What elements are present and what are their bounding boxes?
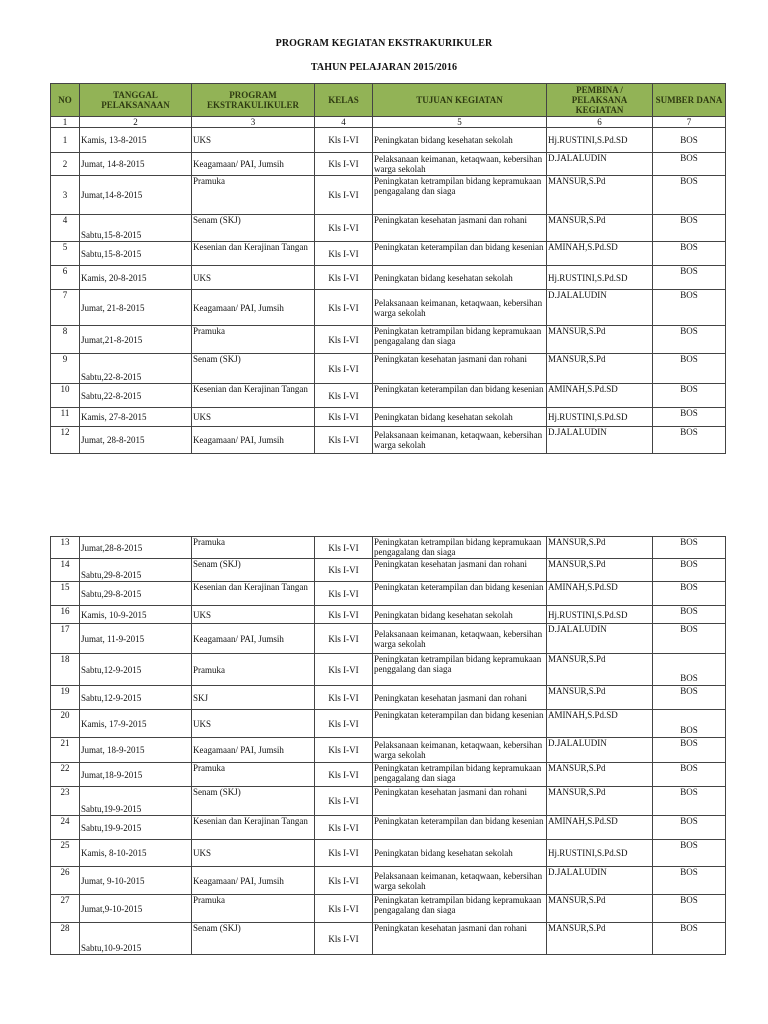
row-tujuan: Pelaksanaan keimanan, ketaqwaan, kebersihan warga sekolah: [373, 738, 547, 763]
row-tujuan: Peningkatan ketrampilan bidang kepramukaan pengagalang dan siaga: [373, 326, 547, 354]
table-body-part1: [51, 128, 726, 454]
row-tujuan: Pelaksanaan keimanan, ketaqwaan, kebersihan warga sekolah: [373, 153, 547, 176]
row-pembina: MANSUR,S.Pd: [547, 176, 653, 215]
table-row: [51, 384, 726, 408]
row-program: Kesenian dan Kerajinan Tangan: [192, 242, 315, 266]
row-pembina: MANSUR,S.Pd: [547, 215, 653, 242]
row-tanggal: Sabtu,29-8-2015: [80, 582, 192, 606]
row-program: Senam (SKJ): [192, 354, 315, 384]
row-program: Senam (SKJ): [192, 923, 315, 955]
row-kelas: Kls I-VI: [315, 710, 373, 738]
row-pembina: AMINAH,S.Pd.SD: [547, 710, 653, 738]
row-kelas: Kls I-VI: [315, 686, 373, 710]
table-row: [51, 763, 726, 787]
row-program: Kesenian dan Kerajinan Tangan: [192, 816, 315, 840]
row-tujuan: Peningkatan bidang kesehatan sekolah: [373, 840, 547, 867]
row-tujuan: Pelaksanaan keimanan, ketaqwaan, kebersihan warga sekolah: [373, 624, 547, 654]
row-tujuan: Pelaksanaan keimanan, ketaqwaan, kebersihan warga sekolah: [373, 867, 547, 895]
row-tujuan: Peningkatan kesehatan jasmani dan rohani: [373, 923, 547, 955]
row-tanggal: Jumat, 18-9-2015: [80, 738, 192, 763]
row-kelas: Kls I-VI: [315, 242, 373, 266]
row-tujuan: Peningkatan keterampilan dan bidang kesenian: [373, 242, 547, 266]
header-no: NO: [51, 84, 80, 117]
row-tujuan: Peningkatan kesehatan jasmani dan rohani: [373, 686, 547, 710]
row-program: Pramuka: [192, 895, 315, 923]
table-row: [51, 326, 726, 354]
row-pembina: MANSUR,S.Pd: [547, 895, 653, 923]
row-tujuan: Peningkatan keterampilan dan bidang kesenian: [373, 710, 547, 738]
row-sumber-dana: BOS: [653, 606, 726, 624]
row-tanggal: Jumat, 9-10-2015: [80, 867, 192, 895]
row-tanggal: Jumat,21-8-2015: [80, 326, 192, 354]
row-sumber-dana: BOS: [653, 354, 726, 384]
row-number: 21: [51, 738, 80, 763]
row-tanggal: Jumat, 28-8-2015: [80, 427, 192, 454]
row-tujuan: Peningkatan bidang kesehatan sekolah: [373, 266, 547, 290]
row-number: 7: [51, 290, 80, 326]
row-kelas: Kls I-VI: [315, 427, 373, 454]
row-pembina: D.JALALUDIN: [547, 153, 653, 176]
row-tujuan: Pelaksanaan keimanan, ketaqwaan, kebersihan warga sekolah: [373, 290, 547, 326]
row-program: Pramuka: [192, 763, 315, 787]
row-number: 26: [51, 867, 80, 895]
column-number: 2: [80, 117, 192, 128]
table-row: [51, 710, 726, 738]
row-tanggal: Sabtu,12-9-2015: [80, 654, 192, 686]
table-row: [51, 559, 726, 582]
row-number: 28: [51, 923, 80, 955]
row-kelas: Kls I-VI: [315, 215, 373, 242]
row-kelas: Kls I-VI: [315, 787, 373, 816]
row-program: UKS: [192, 606, 315, 624]
row-sumber-dana: BOS: [653, 840, 726, 867]
table-row: [51, 840, 726, 867]
row-program: Keagamaan/ PAI, Jumsih: [192, 290, 315, 326]
row-pembina: AMINAH,S.Pd.SD: [547, 384, 653, 408]
table-row: [51, 215, 726, 242]
row-sumber-dana: BOS: [653, 242, 726, 266]
row-kelas: Kls I-VI: [315, 816, 373, 840]
row-tanggal: Jumat,14-8-2015: [80, 176, 192, 215]
row-number: 25: [51, 840, 80, 867]
row-number: 14: [51, 559, 80, 582]
row-number: 1: [51, 128, 80, 153]
column-number: 3: [192, 117, 315, 128]
row-tanggal: Kamis, 17-9-2015: [80, 710, 192, 738]
table-row: [51, 153, 726, 176]
table-row: [51, 242, 726, 266]
row-kelas: Kls I-VI: [315, 290, 373, 326]
row-pembina: MANSUR,S.Pd: [547, 654, 653, 686]
row-pembina: MANSUR,S.Pd: [547, 559, 653, 582]
header-kelas: KELAS: [315, 84, 373, 117]
row-sumber-dana: BOS: [653, 686, 726, 710]
row-tujuan: Peningkatan bidang kesehatan sekolah: [373, 408, 547, 427]
row-number: 9: [51, 354, 80, 384]
row-sumber-dana: BOS: [653, 559, 726, 582]
row-kelas: Kls I-VI: [315, 867, 373, 895]
row-kelas: Kls I-VI: [315, 624, 373, 654]
row-tanggal: Sabtu,19-9-2015: [80, 787, 192, 816]
table-row: [51, 408, 726, 427]
row-tanggal: Kamis, 13-8-2015: [80, 128, 192, 153]
row-pembina: MANSUR,S.Pd: [547, 537, 653, 559]
header-pembina: PEMBINA / PELAKSANA KEGIATAN: [547, 84, 653, 117]
row-kelas: Kls I-VI: [315, 738, 373, 763]
table-row: [51, 654, 726, 686]
row-sumber-dana: BOS: [653, 582, 726, 606]
row-number: 5: [51, 242, 80, 266]
row-sumber-dana: BOS: [653, 710, 726, 738]
row-program: Pramuka: [192, 326, 315, 354]
header-row: [51, 84, 726, 117]
row-program: Pramuka: [192, 654, 315, 686]
column-number: 4: [315, 117, 373, 128]
table-row: [51, 686, 726, 710]
header-tujuan: TUJUAN KEGIATAN: [373, 84, 547, 117]
row-program: Keagamaan/ PAI, Jumsih: [192, 624, 315, 654]
row-program: Kesenian dan Kerajinan Tangan: [192, 384, 315, 408]
row-kelas: Kls I-VI: [315, 266, 373, 290]
row-number: 6: [51, 266, 80, 290]
row-pembina: Hj.RUSTINI,S.Pd.SD: [547, 408, 653, 427]
row-kelas: Kls I-VI: [315, 326, 373, 354]
row-sumber-dana: BOS: [653, 408, 726, 427]
activity-table-part1: [50, 83, 726, 454]
row-tujuan: Peningkatan ketrampilan bidang kepramukaan pengagalang dan siaga: [373, 537, 547, 559]
row-number: 12: [51, 427, 80, 454]
row-program: UKS: [192, 128, 315, 153]
table-row: [51, 895, 726, 923]
row-tujuan: Peningkatan bidang kesehatan sekolah: [373, 606, 547, 624]
row-kelas: Kls I-VI: [315, 606, 373, 624]
row-program: Keagamaan/ PAI, Jumsih: [192, 867, 315, 895]
row-tujuan: Peningkatan ketrampilan bidang kepramukaan pengagalang dan siaga: [373, 895, 547, 923]
table-row: [51, 427, 726, 454]
row-number: 18: [51, 654, 80, 686]
row-tanggal: Jumat, 21-8-2015: [80, 290, 192, 326]
header-tanggal: TANGGAL PELAKSANAAN: [80, 84, 192, 117]
row-kelas: Kls I-VI: [315, 840, 373, 867]
row-number: 10: [51, 384, 80, 408]
row-sumber-dana: BOS: [653, 153, 726, 176]
row-tanggal: Sabtu,29-8-2015: [80, 559, 192, 582]
column-number: 1: [51, 117, 80, 128]
row-pembina: AMINAH,S.Pd.SD: [547, 242, 653, 266]
row-kelas: Kls I-VI: [315, 128, 373, 153]
row-pembina: MANSUR,S.Pd: [547, 326, 653, 354]
row-sumber-dana: BOS: [653, 128, 726, 153]
row-program: UKS: [192, 840, 315, 867]
row-number: 19: [51, 686, 80, 710]
row-tujuan: Peningkatan keterampilan dan bidang kesenian: [373, 582, 547, 606]
row-pembina: Hj.RUSTINI,S.Pd.SD: [547, 128, 653, 153]
row-pembina: Hj.RUSTINI,S.Pd.SD: [547, 606, 653, 624]
row-number: 23: [51, 787, 80, 816]
table-row: [51, 582, 726, 606]
row-kelas: Kls I-VI: [315, 537, 373, 559]
row-number: 4: [51, 215, 80, 242]
row-sumber-dana: BOS: [653, 867, 726, 895]
row-tanggal: Sabtu,15-8-2015: [80, 242, 192, 266]
row-tanggal: Sabtu,12-9-2015: [80, 686, 192, 710]
row-sumber-dana: BOS: [653, 738, 726, 763]
row-pembina: AMINAH,S.Pd.SD: [547, 582, 653, 606]
table-row: [51, 266, 726, 290]
row-kelas: Kls I-VI: [315, 559, 373, 582]
row-number: 17: [51, 624, 80, 654]
row-kelas: Kls I-VI: [315, 408, 373, 427]
row-program: Keagamaan/ PAI, Jumsih: [192, 427, 315, 454]
column-number: 5: [373, 117, 547, 128]
row-pembina: Hj.RUSTINI,S.Pd.SD: [547, 266, 653, 290]
column-number-row: [51, 117, 726, 128]
row-kelas: Kls I-VI: [315, 176, 373, 215]
row-program: Keagamaan/ PAI, Jumsih: [192, 738, 315, 763]
row-sumber-dana: BOS: [653, 427, 726, 454]
row-sumber-dana: BOS: [653, 624, 726, 654]
row-tujuan: Peningkatan keterampilan dan bidang kesenian: [373, 816, 547, 840]
row-tanggal: Jumat, 14-8-2015: [80, 153, 192, 176]
row-tanggal: Kamis, 20-8-2015: [80, 266, 192, 290]
row-pembina: Hj.RUSTINI,S.Pd.SD: [547, 840, 653, 867]
row-program: Kesenian dan Kerajinan Tangan: [192, 582, 315, 606]
row-program: Pramuka: [192, 176, 315, 215]
row-sumber-dana: BOS: [653, 384, 726, 408]
activity-table-part2: [50, 536, 726, 955]
row-program: SKJ: [192, 686, 315, 710]
row-tujuan: Peningkatan kesehatan jasmani dan rohani: [373, 354, 547, 384]
row-kelas: Kls I-VI: [315, 354, 373, 384]
row-sumber-dana: BOS: [653, 763, 726, 787]
row-number: 15: [51, 582, 80, 606]
row-tanggal: Kamis, 10-9-2015: [80, 606, 192, 624]
table-row: [51, 354, 726, 384]
row-program: UKS: [192, 710, 315, 738]
header-sumber-dana: SUMBER DANA: [653, 84, 726, 117]
row-tujuan: Peningkatan kesehatan jasmani dan rohani: [373, 787, 547, 816]
row-kelas: Kls I-VI: [315, 895, 373, 923]
row-number: 8: [51, 326, 80, 354]
row-sumber-dana: BOS: [653, 654, 726, 686]
row-sumber-dana: BOS: [653, 176, 726, 215]
row-kelas: Kls I-VI: [315, 582, 373, 606]
row-pembina: D.JALALUDIN: [547, 427, 653, 454]
row-tujuan: Peningkatan ketrampilan bidang kepramukaan penggalang dan siaga: [373, 654, 547, 686]
row-number: 20: [51, 710, 80, 738]
row-kelas: Kls I-VI: [315, 384, 373, 408]
row-sumber-dana: BOS: [653, 215, 726, 242]
row-tujuan: Pelaksanaan keimanan, ketaqwaan, kebersihan warga sekolah: [373, 427, 547, 454]
row-sumber-dana: BOS: [653, 816, 726, 840]
row-program: Pramuka: [192, 537, 315, 559]
row-tanggal: Jumat,28-8-2015: [80, 537, 192, 559]
table-row: [51, 537, 726, 559]
row-pembina: MANSUR,S.Pd: [547, 923, 653, 955]
row-number: 3: [51, 176, 80, 215]
row-tanggal: Jumat,9-10-2015: [80, 895, 192, 923]
row-sumber-dana: BOS: [653, 787, 726, 816]
row-pembina: MANSUR,S.Pd: [547, 354, 653, 384]
row-pembina: MANSUR,S.Pd: [547, 787, 653, 816]
row-tanggal: Kamis, 8-10-2015: [80, 840, 192, 867]
table-row: [51, 867, 726, 895]
row-program: UKS: [192, 408, 315, 427]
table-row: [51, 624, 726, 654]
row-program: Senam (SKJ): [192, 559, 315, 582]
column-number: 6: [547, 117, 653, 128]
row-number: 16: [51, 606, 80, 624]
table-body-part2: [51, 537, 726, 955]
document-title: PROGRAM KEGIATAN EKSTRAKURIKULER: [275, 38, 493, 49]
column-number: 7: [653, 117, 726, 128]
row-program: UKS: [192, 266, 315, 290]
table-row: [51, 787, 726, 816]
row-tanggal: Jumat,18-9-2015: [80, 763, 192, 787]
table-row: [51, 816, 726, 840]
row-tanggal: Kamis, 27-8-2015: [80, 408, 192, 427]
row-tujuan: Peningkatan bidang kesehatan sekolah: [373, 128, 547, 153]
row-pembina: MANSUR,S.Pd: [547, 686, 653, 710]
row-tanggal: Sabtu,19-9-2015: [80, 816, 192, 840]
row-kelas: Kls I-VI: [315, 923, 373, 955]
row-tanggal: Sabtu,22-8-2015: [80, 384, 192, 408]
row-tanggal: Jumat, 11-9-2015: [80, 624, 192, 654]
row-sumber-dana: BOS: [653, 326, 726, 354]
row-sumber-dana: BOS: [653, 266, 726, 290]
row-number: 24: [51, 816, 80, 840]
document-subtitle: TAHUN PELAJARAN 2015/2016: [310, 62, 458, 73]
row-tujuan: Peningkatan kesehatan jasmani dan rohani: [373, 559, 547, 582]
table-row: [51, 176, 726, 215]
row-tujuan: Peningkatan ketrampilan bidang kepramukaan pengagalang dan siaga: [373, 763, 547, 787]
row-kelas: Kls I-VI: [315, 654, 373, 686]
row-pembina: MANSUR,S.Pd: [547, 763, 653, 787]
row-sumber-dana: BOS: [653, 895, 726, 923]
row-sumber-dana: BOS: [653, 923, 726, 955]
row-kelas: Kls I-VI: [315, 153, 373, 176]
table-row: [51, 290, 726, 326]
row-tujuan: Peningkatan ketrampilan bidang kepramukaan pengagalang dan siaga: [373, 176, 547, 215]
row-tanggal: Sabtu,10-9-2015: [80, 923, 192, 955]
row-number: 2: [51, 153, 80, 176]
row-tanggal: Sabtu,15-8-2015: [80, 215, 192, 242]
row-program: Keagamaan/ PAI, Jumsih: [192, 153, 315, 176]
row-number: 27: [51, 895, 80, 923]
row-number: 13: [51, 537, 80, 559]
header-program: PROGRAM EKSTRAKULIKULER: [192, 84, 315, 117]
row-tujuan: Peningkatan kesehatan jasmani dan rohani: [373, 215, 547, 242]
row-kelas: Kls I-VI: [315, 763, 373, 787]
row-sumber-dana: BOS: [653, 290, 726, 326]
row-pembina: AMINAH,S.Pd.SD: [547, 816, 653, 840]
row-pembina: D.JALALUDIN: [547, 738, 653, 763]
table-row: [51, 606, 726, 624]
table-row: [51, 128, 726, 153]
row-pembina: D.JALALUDIN: [547, 624, 653, 654]
row-number: 22: [51, 763, 80, 787]
row-pembina: D.JALALUDIN: [547, 867, 653, 895]
row-pembina: D.JALALUDIN: [547, 290, 653, 326]
row-program: Senam (SKJ): [192, 787, 315, 816]
table-row: [51, 923, 726, 955]
row-number: 11: [51, 408, 80, 427]
row-tujuan: Peningkatan keterampilan dan bidang kesenian: [373, 384, 547, 408]
table-row: [51, 738, 726, 763]
row-program: Senam (SKJ): [192, 215, 315, 242]
row-tanggal: Sabtu,22-8-2015: [80, 354, 192, 384]
row-sumber-dana: BOS: [653, 537, 726, 559]
